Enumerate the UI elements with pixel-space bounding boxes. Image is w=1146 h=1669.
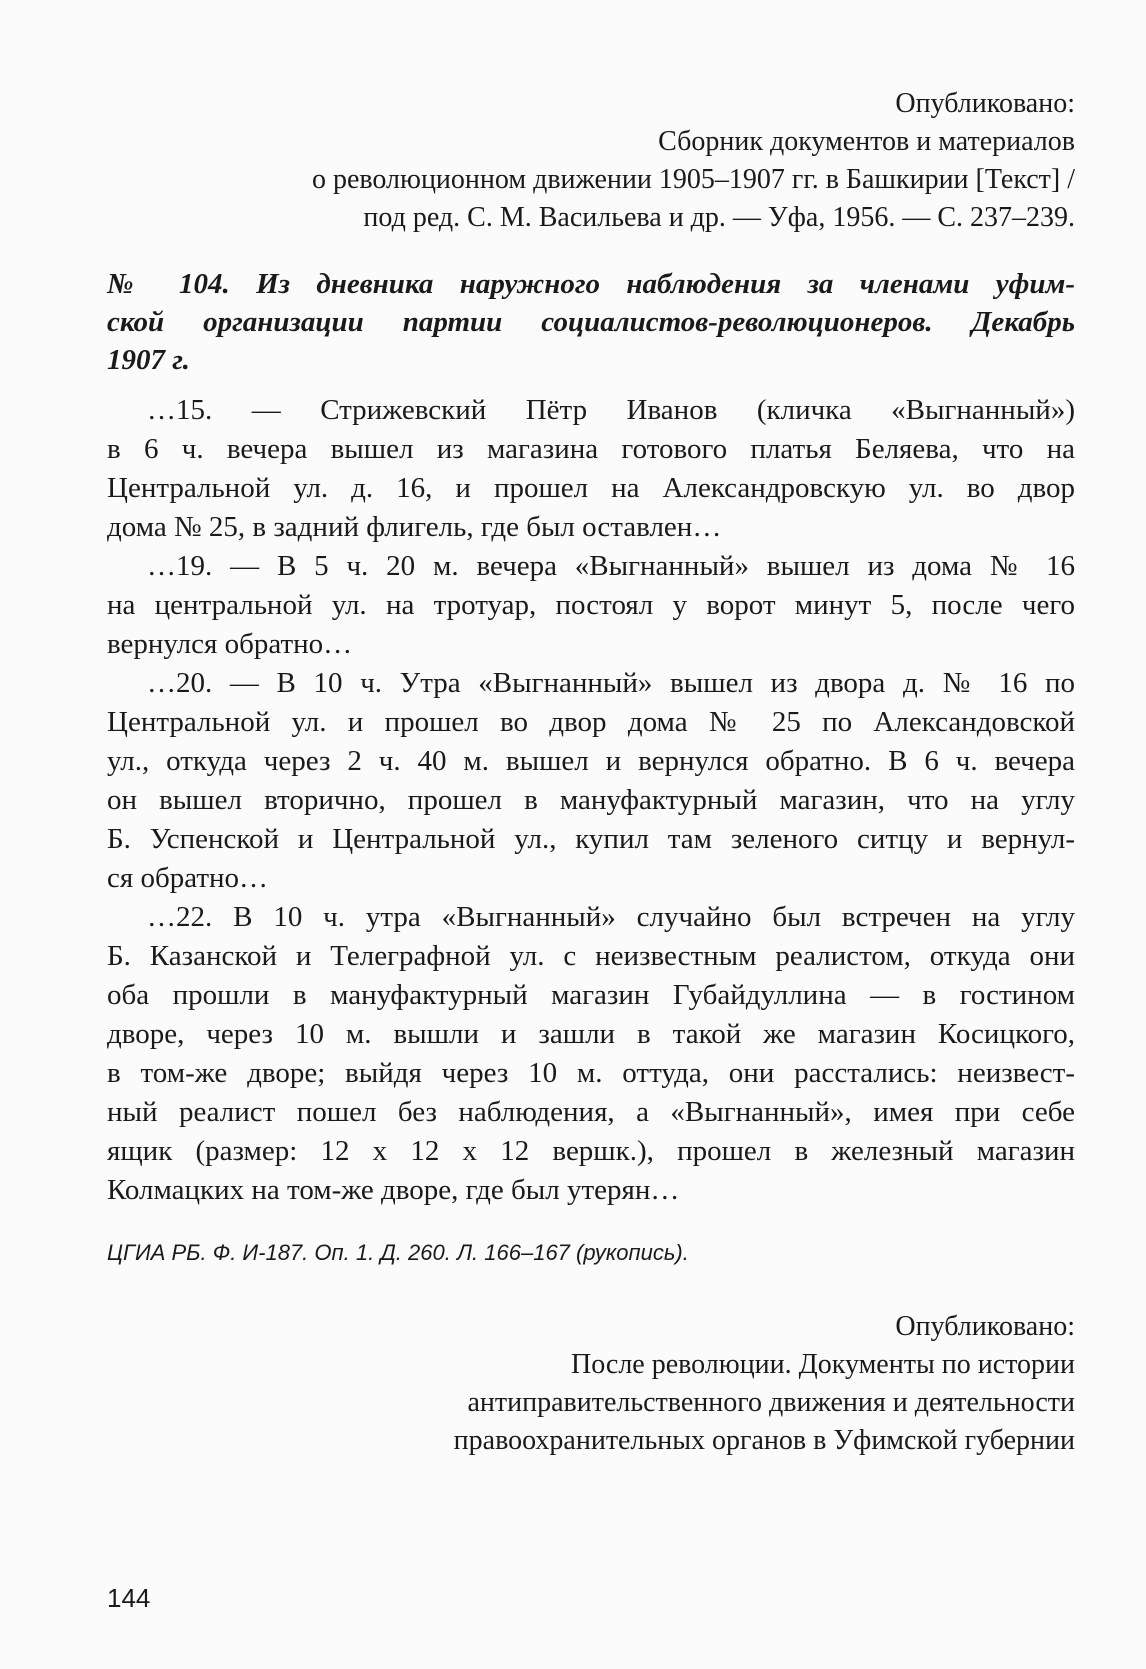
publication-note-top: [107, 85, 1075, 237]
text-line: Б. Успенской и Центральной ул., купил там зеленого ситцу и вернул-: [107, 823, 1075, 855]
heading-line: 1907 г.: [107, 344, 190, 376]
document-heading: [107, 265, 1075, 379]
text-line: дома № 25, в задний флигель, где был оставлен…: [107, 511, 722, 543]
publication-label: Опубликовано:: [895, 88, 1075, 119]
text-line: Центральной ул. д. 16, и прошел на Александровскую ул. во двор: [107, 472, 1075, 504]
text-line: Центральной ул. и прошел во двор дома № 25 по Александовской: [107, 706, 1075, 738]
text-line: …22. В 10 ч. утра «Выгнанный» случайно был встречен на углу: [147, 901, 1075, 933]
document-body: [107, 391, 1075, 1210]
publication-title-cont: правоохранительных органов в Уфимской губернии: [453, 1425, 1075, 1456]
publication-editors: под ред. С. М. Васильева и др. — Уфа, 1956. — С. 237–239.: [363, 202, 1075, 233]
text-line: …15. — Стрижевский Пётр Иванов (кличка «Выгнанный»): [147, 394, 1075, 426]
text-line: Колмацких на том-же дворе, где был утерян…: [107, 1174, 680, 1206]
text-line: ящик (размер: 12 х 12 х 12 вершк.), прошел в железный магазин: [107, 1135, 1075, 1167]
text-line: вернулся обратно…: [107, 628, 353, 660]
text-line: в том-же дворе; выйдя через 10 м. оттуда, они расстались: неизвест-: [107, 1057, 1075, 1089]
text-line: он вышел вторично, прошел в мануфактурный магазин, что на углу: [107, 784, 1075, 816]
archive-reference: ЦГИА РБ. Ф. И-187. Оп. 1. Д. 260. Л. 166–167 (рукопись).: [107, 1240, 689, 1265]
text-line: ся обратно…: [107, 862, 269, 894]
page-number: 144: [107, 1583, 151, 1613]
publication-note-bottom: [107, 1308, 1075, 1460]
text-line: …20. — В 10 ч. Утра «Выгнанный» вышел из двора д. № 16 по: [147, 667, 1075, 699]
publication-title-cont: антиправительственного движения и деятельности: [467, 1387, 1075, 1418]
text-line: …19. — В 5 ч. 20 м. вечера «Выгнанный» вышел из дома № 16: [147, 550, 1075, 582]
diary-entry-22: [107, 898, 1075, 1210]
diary-entry-20: [107, 664, 1075, 898]
text-line: ул., откуда через 2 ч. 40 м. вышел и вернулся обратно. В 6 ч. вечера: [107, 745, 1075, 777]
diary-entry-15: [107, 391, 1075, 547]
publication-label: Опубликовано:: [895, 1311, 1075, 1342]
publication-title-cont: о революционном движении 1905–1907 гг. в Башкирии [Текст] /: [311, 164, 1075, 195]
publication-title: После революции. Документы по истории: [570, 1349, 1075, 1380]
text-line: оба прошли в мануфактурный магазин Губайдуллина — в гостином: [107, 979, 1075, 1011]
publication-title: Сборник документов и материалов: [658, 126, 1075, 157]
text-line: на центральной ул. на тротуар, постоял у ворот минут 5, после чего: [107, 589, 1075, 621]
diary-entry-19: [107, 547, 1075, 664]
text-line: дворе, через 10 м. вышли и зашли в такой же магазин Косицкого,: [107, 1018, 1075, 1050]
text-line: ный реалист пошел без наблюдения, а «Выгнанный», имея при себе: [107, 1096, 1075, 1128]
text-column: [107, 85, 1075, 1460]
text-line: в 6 ч. вечера вышел из магазина готового платья Беляева, что на: [107, 433, 1075, 465]
text-line: Б. Казанской и Телеграфной ул. с неизвестным реалистом, откуда они: [107, 940, 1075, 972]
heading-line: № 104. Из дневника наружного наблюдения за членами уфим-: [107, 268, 1075, 300]
heading-line: ской организации партии социалистов-революционеров. Декабрь: [107, 306, 1075, 338]
